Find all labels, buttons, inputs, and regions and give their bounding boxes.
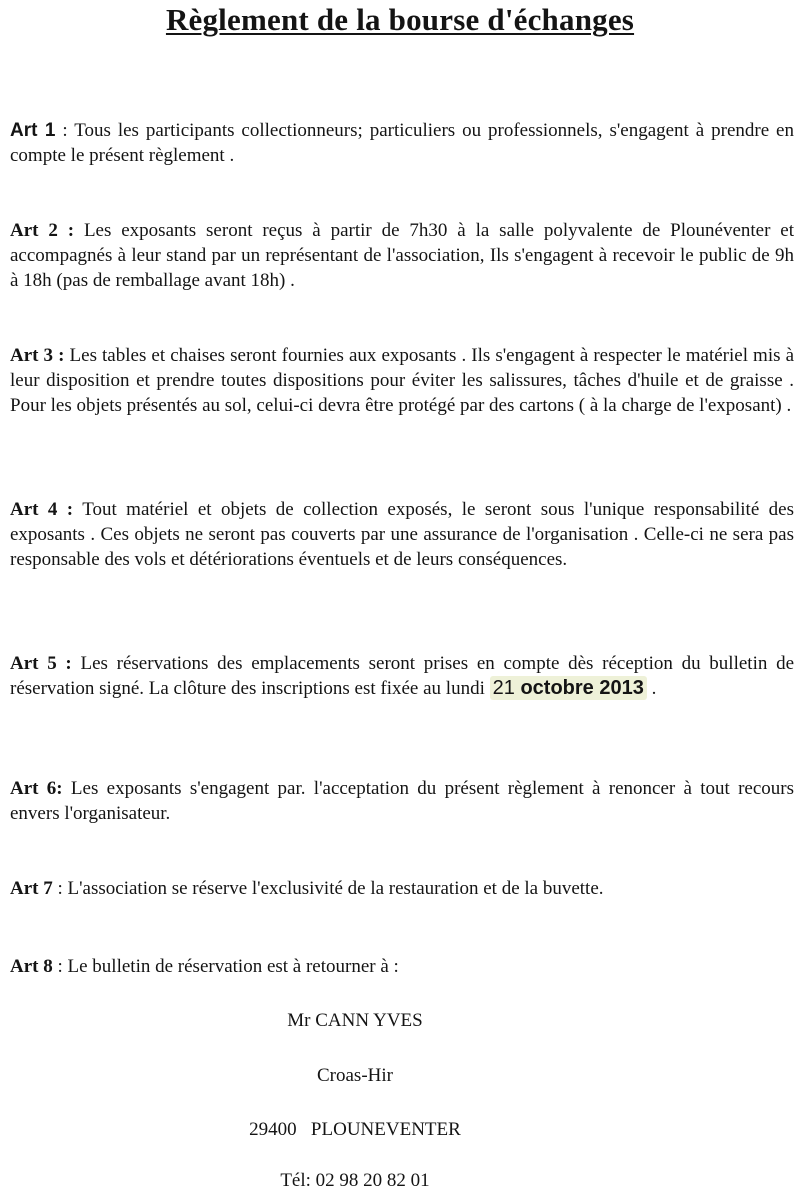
- closing-date: [490, 676, 647, 700]
- article-7-label: Art 7: [10, 878, 53, 899]
- article-2-text: Les exposants seront reçus à partir de 7h30 à la salle polyvalente de Plounéventer et accompagnés à leur stand par un représentant de l'association, Ils s'engagent à recevoir le public de 9h à 18h (pas de remballage avant 18h) .: [10, 220, 795, 291]
- article-1: [10, 118, 794, 168]
- address-phone: Tél: 02 98 20 82 01: [280, 1170, 430, 1191]
- document-title: Règlement de la bourse d'échanges: [165, 2, 635, 37]
- article-7: [10, 876, 794, 901]
- article-8-label: Art 8: [10, 956, 53, 977]
- article-1-text: Tous les participants collectionneurs; particuliers ou professionnels, s'engagent à prendre en compte le présent règlement .: [10, 120, 794, 166]
- article-5-label: Art 5 :: [10, 653, 72, 674]
- article-5: [10, 651, 794, 701]
- article-4-separator: [73, 499, 82, 520]
- article-3-label: Art 3 :: [10, 345, 65, 366]
- article-5-end: .: [651, 678, 657, 699]
- closing-date-month-year: octobre 2013: [520, 677, 644, 699]
- article-6-label: Art 6:: [10, 778, 63, 799]
- article-3: [10, 343, 794, 418]
- article-5-separator: [72, 653, 81, 674]
- address-city: 29400 PLOUNEVENTER: [249, 1119, 461, 1140]
- address-place: Croas-Hir: [317, 1065, 393, 1086]
- article-1-separator: :: [55, 120, 75, 141]
- article-6-text: Les exposants s'engagent par. l'acceptation du présent règlement à renoncer à tout recours envers l'organisateur.: [10, 778, 794, 824]
- article-8-separator: :: [52, 956, 68, 977]
- closing-date-day: 21: [492, 677, 515, 699]
- article-7-text: L'association se réserve l'exclusivité de la restauration et de la buvette.: [67, 878, 604, 899]
- article-2-separator: [74, 220, 84, 241]
- article-6: [10, 776, 794, 826]
- article-8: [10, 954, 794, 979]
- article-3-text: Les tables et chaises seront fournies aux exposants . Ils s'engagent à respecter le matériel mis à leur disposition et prendre toutes dispositions pour éviter les salissures, tâches d'huile et de graisse . Pour les objets présentés au sol, celui-ci devra être protégé par des cartons ( à la charge de l'exposant) .: [10, 345, 795, 416]
- article-4: [10, 497, 794, 572]
- article-2-label: Art 2 :: [10, 220, 75, 241]
- article-2: [10, 218, 794, 293]
- article-1-label: Art 1: [10, 120, 56, 141]
- article-4-text: Tout matériel et objets de collection exposés, le seront sous l'unique responsabilité des exposants . Ces objets ne seront pas couverts par une assurance de l'organisation . Celle-ci ne sera pas responsable des vols et détériorations éventuels et de leurs conséquences.: [10, 499, 794, 570]
- article-6-separator: [63, 778, 71, 799]
- article-5-text: Les réservations des emplacements seront prises en compte dès réception du bulletin de réservation signé. La clôture des inscriptions est fixée au lundi: [10, 653, 795, 699]
- article-8-text: Le bulletin de réservation est à retourner à :: [67, 956, 399, 977]
- address-name: Mr CANN YVES: [287, 1010, 423, 1031]
- article-7-separator: :: [52, 878, 68, 899]
- article-4-label: Art 4 :: [10, 499, 74, 520]
